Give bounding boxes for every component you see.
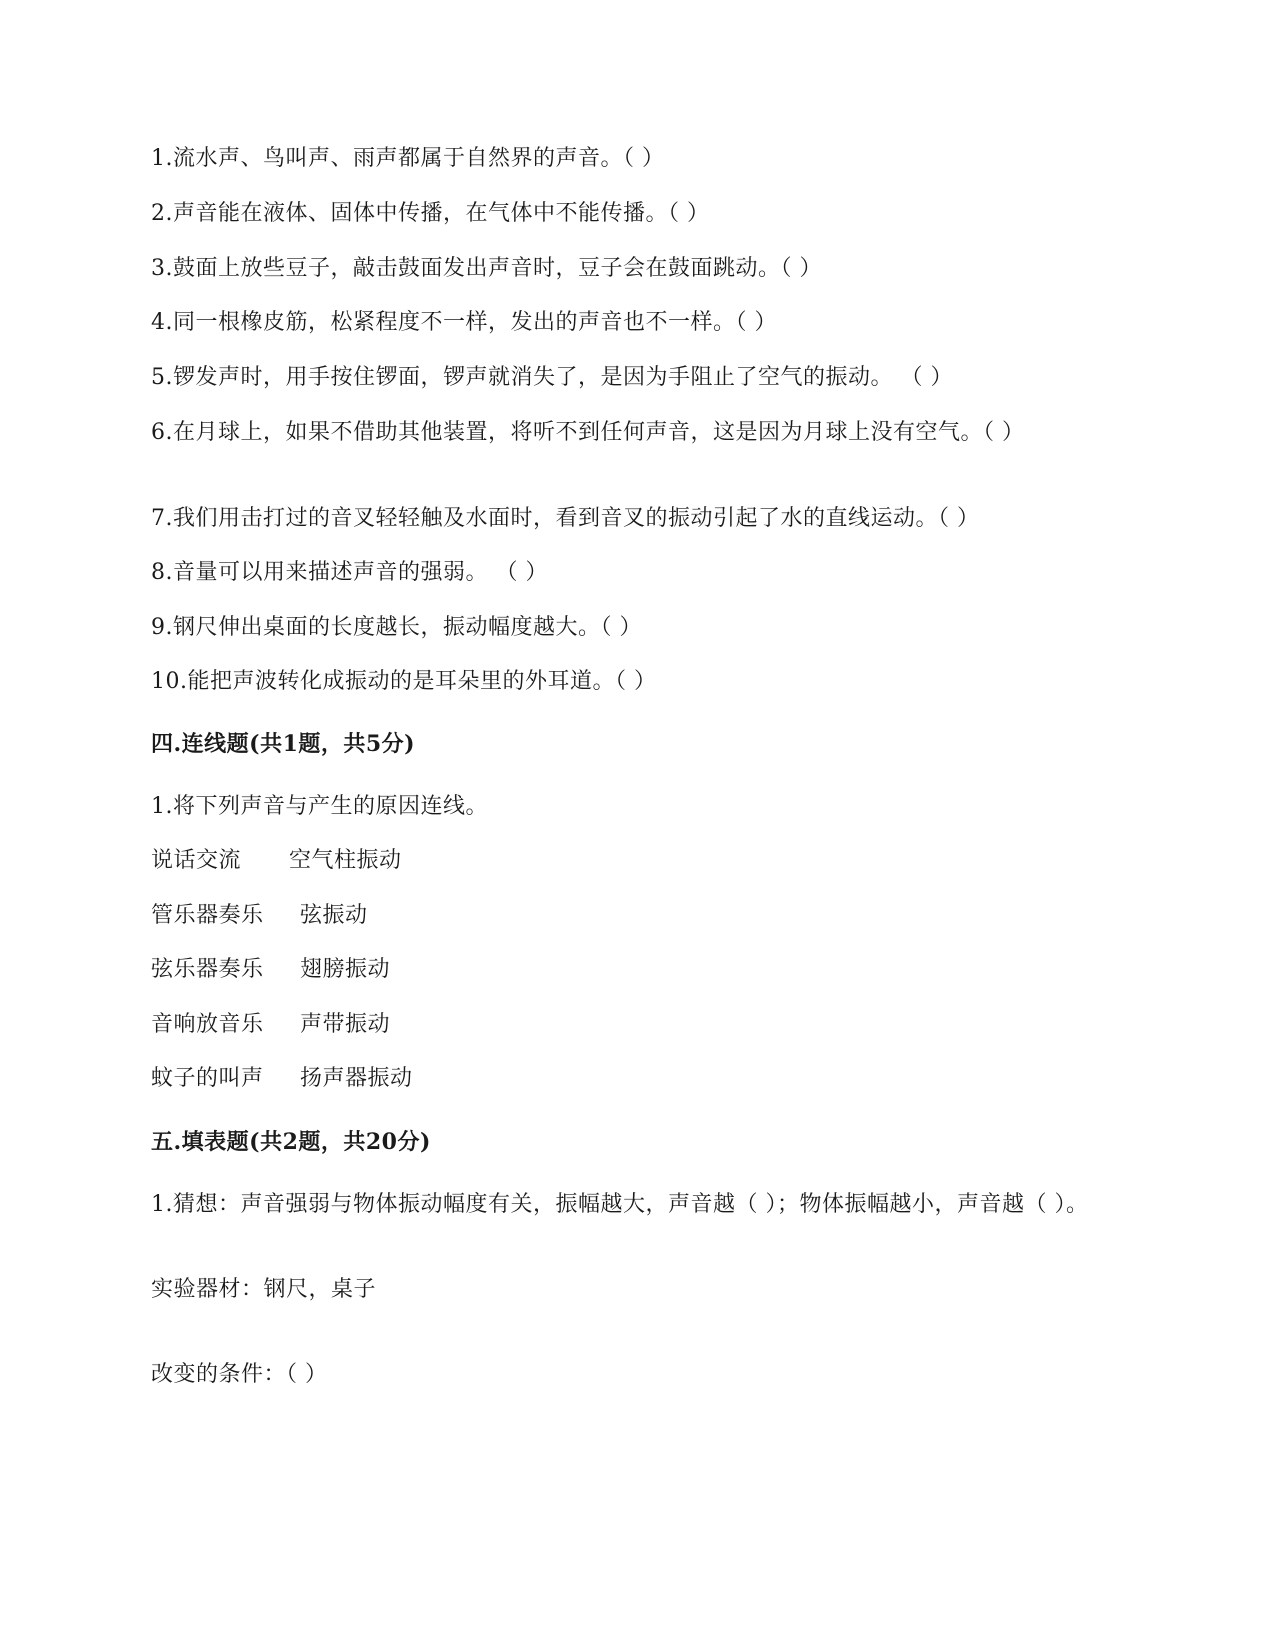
- changed-condition: 改变的条件：（ ）: [151, 1362, 328, 1387]
- matching-left-item: 管乐器奏乐: [151, 903, 264, 928]
- matching-left-item: 说话交流: [151, 848, 242, 873]
- tf-question-5: 5.锣发声时，用手按住锣面，锣声就消失了，是因为手阻止了空气的振动。 （ ）: [151, 365, 953, 390]
- matching-left-item: 音响放音乐: [151, 1012, 264, 1037]
- experiment-materials: 实验器材：钢尺，桌子: [151, 1277, 377, 1302]
- section-4-heading: 四.连线题(共1题，共5分): [151, 731, 416, 757]
- matching-row-5: [151, 1062, 413, 1095]
- tf-question-8: 8.音量可以用来描述声音的强弱。 （ ）: [151, 560, 548, 585]
- tf-question-4: 4.同一根橡皮筋，松紧程度不一样，发出的声音也不一样。（ ）: [151, 310, 777, 335]
- matching-left-item: 蚊子的叫声: [151, 1066, 264, 1091]
- matching-right-item: 空气柱振动: [289, 848, 402, 873]
- matching-right-item: 翅膀振动: [300, 957, 391, 982]
- matching-right-item: 声带振动: [300, 1012, 391, 1037]
- tf-question-10: 10.能把声波转化成振动的是耳朵里的外耳道。（ ）: [151, 669, 657, 694]
- matching-question: 1.将下列声音与产生的原因连线。: [151, 794, 488, 819]
- tf-question-6: 6.在月球上，如果不借助其他装置，将听不到任何声音，这是因为月球上没有空气。（ ）: [151, 420, 1025, 445]
- matching-right-item: 扬声器振动: [300, 1066, 413, 1091]
- section-5-heading: 五.填表题(共2题，共20分): [151, 1129, 431, 1155]
- tf-question-3: 3.鼓面上放些豆子，敲击鼓面发出声音时，豆子会在鼓面跳动。（ ）: [151, 256, 822, 281]
- matching-row-1: [151, 844, 402, 877]
- tf-question-9: 9.钢尺伸出桌面的长度越长，振动幅度越大。（ ）: [151, 615, 642, 640]
- tf-question-7: 7.我们用击打过的音叉轻轻触及水面时，看到音叉的振动引起了水的直线运动。（ ）: [151, 506, 980, 531]
- fill-question-1: 1.猜想：声音强弱与物体振动幅度有关，振幅越大，声音越（ ）；物体振幅越小，声音越（ ）。: [151, 1192, 1089, 1217]
- tf-question-1: 1.流水声、鸟叫声、雨声都属于自然界的声音。（ ）: [151, 146, 665, 171]
- matching-left-item: 弦乐器奏乐: [151, 957, 264, 982]
- matching-right-item: 弦振动: [300, 903, 368, 928]
- tf-question-2: 2.声音能在液体、固体中传播，在气体中不能传播。（ ）: [151, 201, 710, 226]
- matching-row-3: [151, 953, 390, 986]
- matching-row-2: [151, 899, 368, 932]
- matching-row-4: [151, 1008, 390, 1041]
